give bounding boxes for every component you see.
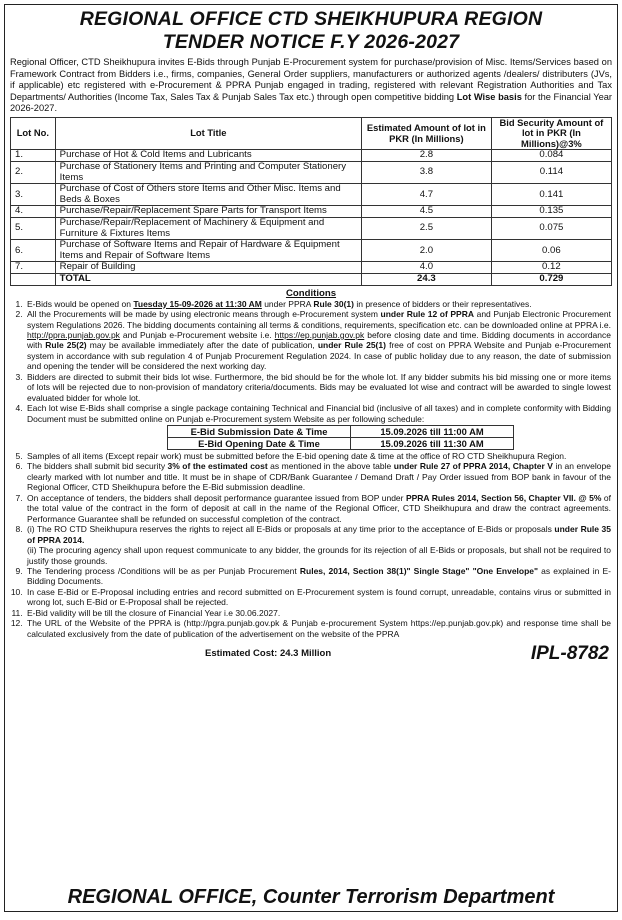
condition-3: 3. Bidders are directed to submit their bids lot wise. Furthermore, the bid should be for the whole lot. If any bidder submits his bid missing one or more items of lots will be rejected due to non-provision of mandatory criteria/documents. Bids may be evaluated lot wise and contract will be awarded to single lowest evaluated bidder for whole lot. [25, 372, 611, 403]
total-label: TOTAL [55, 274, 361, 286]
ppra-link[interactable]: http://ppra.punjab.gov.pk [27, 329, 120, 340]
cond-bold: Rule 30(1) [313, 298, 354, 309]
lot-amount: 4.0 [362, 262, 492, 274]
cond-text: may be available immediately after the date of publication, [86, 340, 318, 351]
total-blank [11, 274, 56, 286]
cond-text: The Tendering process /Conditions will be as per Punjab Procurement [27, 566, 300, 577]
cond-text: On acceptance of tenders, the bidders shall deposit performance guarantee issued from BOP under [27, 492, 406, 503]
lot-amount: 2.0 [362, 240, 492, 262]
condition-4 [25, 403, 611, 450]
condition-6 [25, 461, 611, 492]
notice-header [5, 8, 617, 54]
cond-text: (i) The RO CTD Sheikhupura reserves the rights to reject all E-Bids or proposals at any time prior to the acceptance of E-Bids or proposals [27, 524, 555, 535]
condition-7 [25, 493, 611, 524]
table-row [11, 218, 612, 240]
lot-no: 6. [11, 240, 56, 262]
lot-title: Purchase of Software Items and Repair of Hardware & Equipment Items and Repair of Software Items [55, 240, 361, 262]
lot-security: 0.114 [491, 162, 611, 184]
header-amount: Estimated Amount of lot in PKR (In Millions) [362, 117, 492, 150]
cond-bold: Rules, 2014, Section 38(1)" Single Stage" "One Envelope" [299, 566, 539, 577]
lot-title: Purchase of Cost of Others store Items and Other Misc. Items and Beds & Boxes [55, 184, 361, 206]
header-title: TENDER NOTICE F.Y 2026-2027 [162, 31, 460, 53]
schedule-value: 15.09.2026 till 11:00 AM [351, 426, 514, 438]
schedule-row [168, 426, 514, 438]
ipl-number: IPL-8782 [530, 643, 609, 665]
lot-title: Repair of Building [55, 262, 361, 274]
cond-bold: Rule 25(2) [45, 340, 87, 351]
header-lot-title: Lot Title [55, 117, 361, 150]
cond-text: Each lot wise E-Bids shall comprise a single package containing Technical and Financial bid (inclusive of all taxes) and in complete conformity with Bidding Document must be submitted online on Punjab e-Procurement system Website as per following schedule: [27, 403, 611, 424]
lot-security: 0.135 [491, 206, 611, 218]
table-row [11, 262, 612, 274]
lot-security: 0.084 [491, 150, 611, 162]
header-security: Bid Security Amount of lot in PKR (In Millions)@3% [491, 117, 611, 150]
lot-no: 7. [11, 262, 56, 274]
lot-title: Purchase/Repair/Replacement Spare Parts for Transport Items [55, 206, 361, 218]
cond-text: of the total value of the contract in the form of deposit at call in the name of the Regional Officer, CTD Sheikhupura and draw the contract agreements. Performance Guarantee shall be refunded on successful completion of the contract. [27, 492, 612, 524]
cond-text: as explained in E-Bidding Documents. [27, 566, 611, 587]
lot-security: 0.12 [491, 262, 611, 274]
cond-bold: under Rule 12 of PPRA [380, 309, 474, 320]
intro-paragraph [5, 57, 617, 115]
cond-bold: under Rule 27 of PPRA 2014, Chapter V [393, 461, 553, 472]
schedule-value: 15.09.2026 till 11:30 AM [351, 438, 514, 450]
table-row [11, 162, 612, 184]
eproc-link[interactable]: https://ep.punjab.gov.pk [274, 329, 365, 340]
table-row [11, 206, 612, 218]
lot-amount: 2.5 [362, 218, 492, 240]
notice-footer [5, 643, 617, 665]
condition-9 [25, 566, 611, 587]
lots-table [10, 117, 612, 286]
cond-text: and Punjab e-Procurement website i.e. [119, 329, 275, 340]
table-header-row [11, 117, 612, 150]
condition-2 [25, 309, 611, 372]
lot-title: Purchase/Repair/Replacement of Machinery & Equipment and Furniture & Fixtures Items [55, 218, 361, 240]
lot-title: Purchase of Hot & Cold Items and Lubricants [55, 150, 361, 162]
table-row [11, 150, 612, 162]
schedule-table [167, 425, 514, 450]
lot-amount: 2.8 [362, 150, 492, 162]
condition-5: 5. Samples of all items (Except repair work) must be submitted before the E-bid opening date & time at the office of RO CTD Sheikhupura Region. [25, 451, 611, 461]
intro-text: Regional Officer, CTD Sheikhupura invites E-Bids through Punjab E-Procurement system for purchase/provision of Misc. Items/Services based on Framework Contract from Bidders i.e., firms, companies, General Order suppliers, manufacturers or authorized agents /dealers/ distributers (JVs, if applicable) etc registered with e-Procurement & PPRA Punjab engaged in trading, registered with relevant Registration Authorities and Tax Departments/ Authorities (Income Tax, Sales Tax & Punjab Sales Tax etc.) through open competitive bidding [10, 57, 612, 102]
conditions-list [5, 299, 617, 640]
condition-8 [25, 524, 611, 566]
lot-no: 1. [11, 150, 56, 162]
cond-bold: 3% of the estimated cost [167, 461, 268, 472]
schedule-label: E-Bid Submission Date & Time [168, 426, 351, 438]
table-total-row [11, 274, 612, 286]
lot-no: 5. [11, 218, 56, 240]
cond-text: and Punjab Electronic Procurement system Regulations 2026. The bidding documents containing all terms & conditions, requirements, specification etc. can be downloaded online at PPRA i.e. [27, 309, 611, 330]
table-row [11, 240, 612, 262]
header-lot-no: Lot No. [11, 117, 56, 150]
lot-security: 0.06 [491, 240, 611, 262]
cond-text: in presence of bidders or their representatives. [353, 298, 532, 309]
lot-title: Purchase of Stationery Items and Printing and Computer Stationery Items [55, 162, 361, 184]
cond-text: under PPRA [261, 298, 314, 309]
header-office: REGIONAL OFFICE CTD SHEIKHUPURA REGION [79, 8, 543, 30]
lot-amount: 4.7 [362, 184, 492, 206]
cond-text: in an envelope clearly marked with lot number and title. It must be in shape of CDR/Bank Guarantee / Demand Draft / Pay Order issued from BOP bank in favour of the Regional Officer, CTD Sheikhupura before the E-Bid submission deadline. [27, 461, 611, 493]
tender-notice [4, 4, 618, 912]
cond-text: E-Bids would be opened on [27, 298, 134, 309]
lot-no: 4. [11, 206, 56, 218]
condition-12: 12. The URL of the Website of the PPRA is (http://pgra.punjab.gov.pk & Punjab e-procurement System https://ep.punjab.gov.pk) and response time shall be calculated exclusively from the date of publication of the advertisement on the website of the PPRA [25, 618, 611, 639]
table-row [11, 184, 612, 206]
condition-11: 11. E-Bid validity will be till the closure of Financial Year i.e 30.06.2027. [25, 608, 611, 618]
cond-text: The bidders shall submit bid security [27, 461, 168, 472]
cond-opening-date: Tuesday 15-09-2026 at 11:30 AM [133, 298, 262, 309]
total-security: 0.729 [491, 274, 611, 286]
cond-text: before closing date and time. Bidding documents in accordance with [27, 329, 611, 351]
lot-security: 0.141 [491, 184, 611, 206]
cond-text: (ii) The procuring agency shall upon request communicate to any bidder, the grounds for its rejection of all E-Bids or proposals, but shall not be required to justify those grounds. [27, 545, 611, 566]
conditions-heading: Conditions [285, 287, 337, 299]
lot-no: 3. [11, 184, 56, 206]
cond-text: free of cost on PPRA Website and Punjab e-Procurement system in accordance with sub regulation 4 of Punjab Procurement Regulation 2024. In case of public holiday due to any reason, the date of submission and opening the tender will be considered the next working day. [27, 340, 611, 372]
cond-text: as mentioned in the above table [267, 461, 394, 472]
schedule-row [168, 438, 514, 450]
lot-amount: 4.5 [362, 206, 492, 218]
schedule-label: E-Bid Opening Date & Time [168, 438, 351, 450]
cond-bold: PPRA Rules 2014, Section 56, Chapter VII. @ 5% [405, 492, 602, 503]
condition-10: 10. In case E-Bid or E-Proposal including entries and record submitted on E-Procurement system is found corrupt, unreadable, contains virus or submitted in wrong lot, such E-Bid or E-Proposal shall be rejected. [25, 587, 611, 608]
lot-no: 2. [11, 162, 56, 184]
total-amount: 24.3 [362, 274, 492, 286]
lot-amount: 3.8 [362, 162, 492, 184]
cond-bold: under Rule 35 of PPRA 2014. [27, 524, 611, 545]
condition-1 [25, 299, 611, 309]
intro-bold: Lot Wise basis [456, 91, 522, 102]
lot-security: 0.075 [491, 218, 611, 240]
cond-text: All the Procurements will be made by using electronic means through e-Procurement system [27, 309, 381, 320]
estimated-cost: Estimated Cost: 24.3 Million [205, 648, 332, 660]
footer-banner: REGIONAL OFFICE, Counter Terrorism Department [67, 886, 555, 908]
cond-bold: under Rule 25(1) [317, 340, 386, 351]
intro-text-end: for the Financial Year 2026-2027. [10, 91, 613, 114]
